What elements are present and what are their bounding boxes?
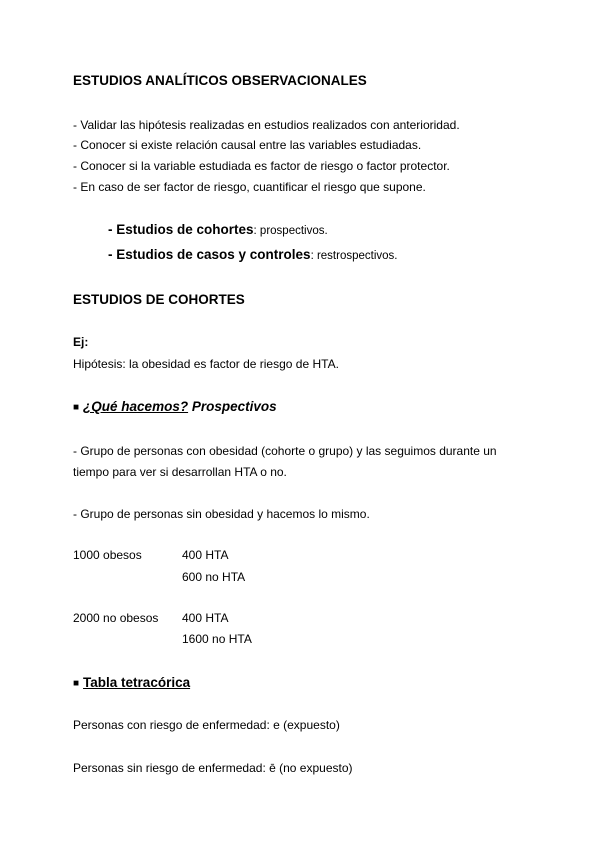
study-type-name: - Estudios de cohortes <box>108 222 254 237</box>
objective-item: - Conocer si la variable estudiada es factor de riesgo o factor protector. <box>73 159 450 173</box>
cohort-group-label: 1000 obesos <box>73 548 142 562</box>
study-type-case-control <box>108 247 397 262</box>
heading-cohort-studies: ESTUDIOS DE COHORTES <box>73 292 245 307</box>
group-obese-text: - Grupo de personas con obesidad (cohorte o grupo) y las seguimos durante un <box>73 444 497 458</box>
cohort-no-hta-value: 1600 no HTA <box>182 632 252 646</box>
group-nonobese-text: - Grupo de personas sin obesidad y hacemos lo mismo. <box>73 507 370 521</box>
objective-item: - Conocer si existe relación causal entre las variables estudiadas. <box>73 138 422 152</box>
section-tetrachoric-table <box>73 675 190 690</box>
square-bullet-icon: ■ <box>73 402 80 413</box>
nonexposed-definition: Personas sin riesgo de enfermedad: ē (no expuesto) <box>73 761 353 775</box>
study-type-desc: : prospectivos. <box>253 225 328 237</box>
cohort-hta-value: 400 HTA <box>182 548 229 562</box>
study-type-cohort <box>108 222 328 237</box>
section-answer: Prospectivos <box>188 399 277 414</box>
example-label: Ej: <box>73 335 89 349</box>
study-type-name: - Estudios de casos y controles <box>108 247 311 262</box>
cohort-group-label: 2000 no obesos <box>73 611 159 625</box>
group-obese-text-cont: tiempo para ver si desarrollan HTA o no. <box>73 465 287 479</box>
heading-analytical-studies: ESTUDIOS ANALÍTICOS OBSERVACIONALES <box>73 73 367 88</box>
square-bullet-icon: ■ <box>73 678 80 689</box>
objective-item: - En caso de ser factor de riesgo, cuantificar el riesgo que supone. <box>73 180 426 194</box>
cohort-hta-value: 400 HTA <box>182 611 229 625</box>
section-title: Tabla tetracórica <box>83 675 191 690</box>
objective-item: - Validar las hipótesis realizadas en estudios realizados con anterioridad. <box>73 118 460 132</box>
section-what-we-do <box>73 399 277 414</box>
study-type-desc: : restrospectivos. <box>310 250 398 262</box>
section-question: ¿Qué hacemos? <box>83 399 189 414</box>
hypothesis-text: Hipótesis: la obesidad es factor de riesgo de HTA. <box>73 357 339 371</box>
exposed-definition: Personas con riesgo de enfermedad: e (expuesto) <box>73 718 340 732</box>
cohort-no-hta-value: 600 no HTA <box>182 570 246 584</box>
